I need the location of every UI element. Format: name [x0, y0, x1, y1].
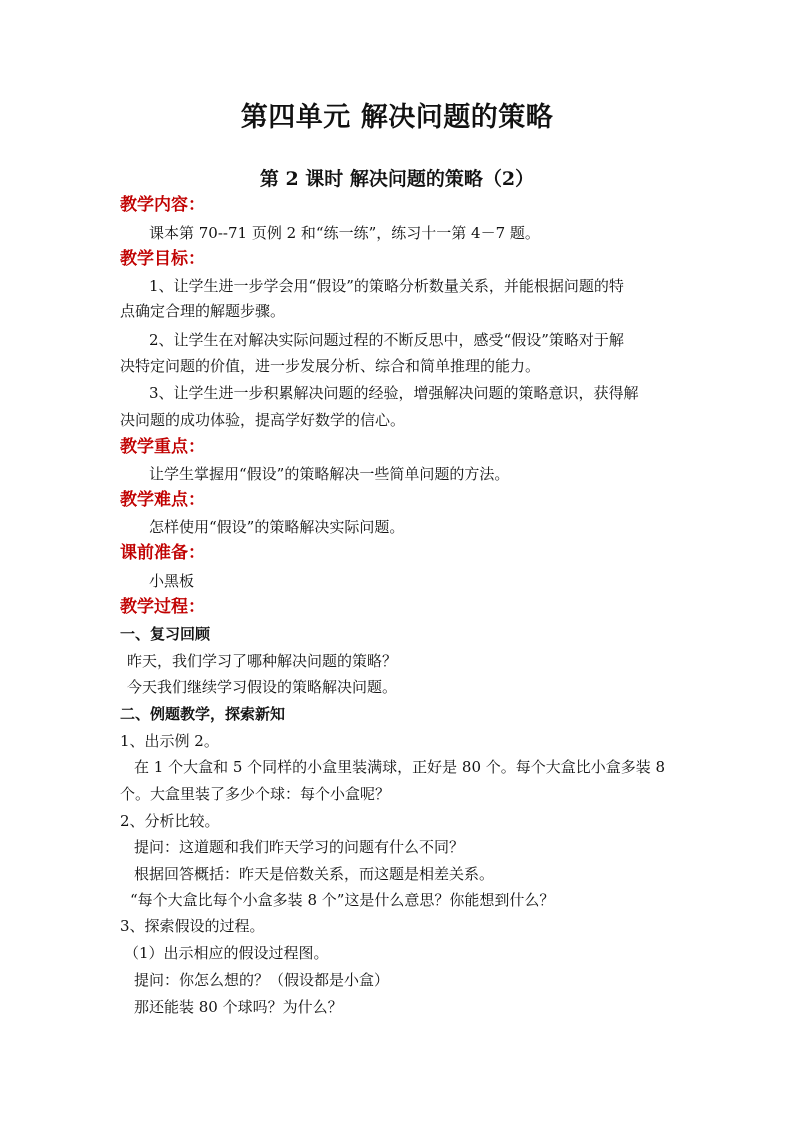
paragraph-line: 决特定问题的价值，进一步发展分析、综合和简单推理的能力。 — [120, 357, 541, 375]
section-heading-content: 教学内容： — [120, 195, 205, 215]
paragraph-line: 个。大盒里装了多少个球：每个小盒呢？ — [120, 785, 391, 803]
section-heading-key-points: 教学重点： — [120, 437, 205, 457]
paragraph-line: 根据回答概括：昨天是倍数关系，而这题是相差关系。 — [134, 865, 495, 883]
paragraph-line: 点确定合理的解题步骤。 — [120, 302, 286, 320]
section-heading-difficulties: 教学难点： — [120, 490, 205, 510]
paragraph-line: 今天我们继续学习假设的策略解决问题。 — [127, 678, 398, 696]
paragraph-line: 提问：你怎么想的？（假设都是小盒） — [134, 971, 390, 989]
section-heading-process: 教学过程： — [120, 597, 205, 617]
paragraph-line: 1、让学生进一步学会用“假设”的策略分析数量关系，并能根据问题的特 — [149, 277, 624, 295]
subheading-review: 一、复习回顾 — [120, 625, 211, 643]
section-heading-objectives: 教学目标： — [120, 249, 205, 269]
subheading-example: 二、例题教学，探索新知 — [120, 705, 286, 723]
paragraph-line: 让学生掌握用“假设”的策略解决一些简单问题的方法。 — [149, 465, 510, 483]
paragraph-line: 1、出示例 2。 — [120, 732, 219, 750]
paragraph-line: 在 1 个大盒和 5 个同样的小盒里装满球，正好是 80 个。每个大盒比小盒多装 8 — [134, 758, 666, 776]
section-heading-preparation: 课前准备： — [120, 543, 205, 563]
paragraph-line: 怎样使用“假设”的策略解决实际问题。 — [149, 518, 405, 536]
paragraph-line: （1）出示相应的假设过程图。 — [124, 944, 329, 962]
lesson-subtitle: 第 2 课时 解决问题的策略（2） — [259, 168, 535, 190]
paragraph-line: 小黑板 — [149, 572, 195, 590]
paragraph-line: 2、分析比较。 — [120, 812, 220, 830]
document-title: 第四单元 解决问题的策略 — [240, 102, 554, 133]
paragraph-line: 提问：这道题和我们昨天学习的问题有什么不同？ — [134, 838, 465, 856]
paragraph-line: 昨天，我们学习了哪种解决问题的策略？ — [127, 652, 398, 670]
paragraph-line: 那还能装 80 个球吗？为什么？ — [134, 998, 343, 1016]
paragraph-line: “每个大盒比每个小盒多装 8 个”这是什么意思？你能想到什么？ — [130, 891, 555, 909]
paragraph-line: 3、探索假设的过程。 — [120, 917, 265, 935]
paragraph-line: 3、让学生进一步积累解决问题的经验，增强解决问题的策略意识，获得解 — [149, 384, 639, 402]
paragraph-line: 决问题的成功体验，提高学好数学的信心。 — [120, 411, 406, 429]
paragraph-line: 课本第 70--71 页例 2 和“练一练”，练习十一第 4－7 题。 — [149, 224, 540, 242]
paragraph-line: 2、让学生在对解决实际问题过程的不断反思中，感受“假设”策略对于解 — [149, 331, 624, 349]
